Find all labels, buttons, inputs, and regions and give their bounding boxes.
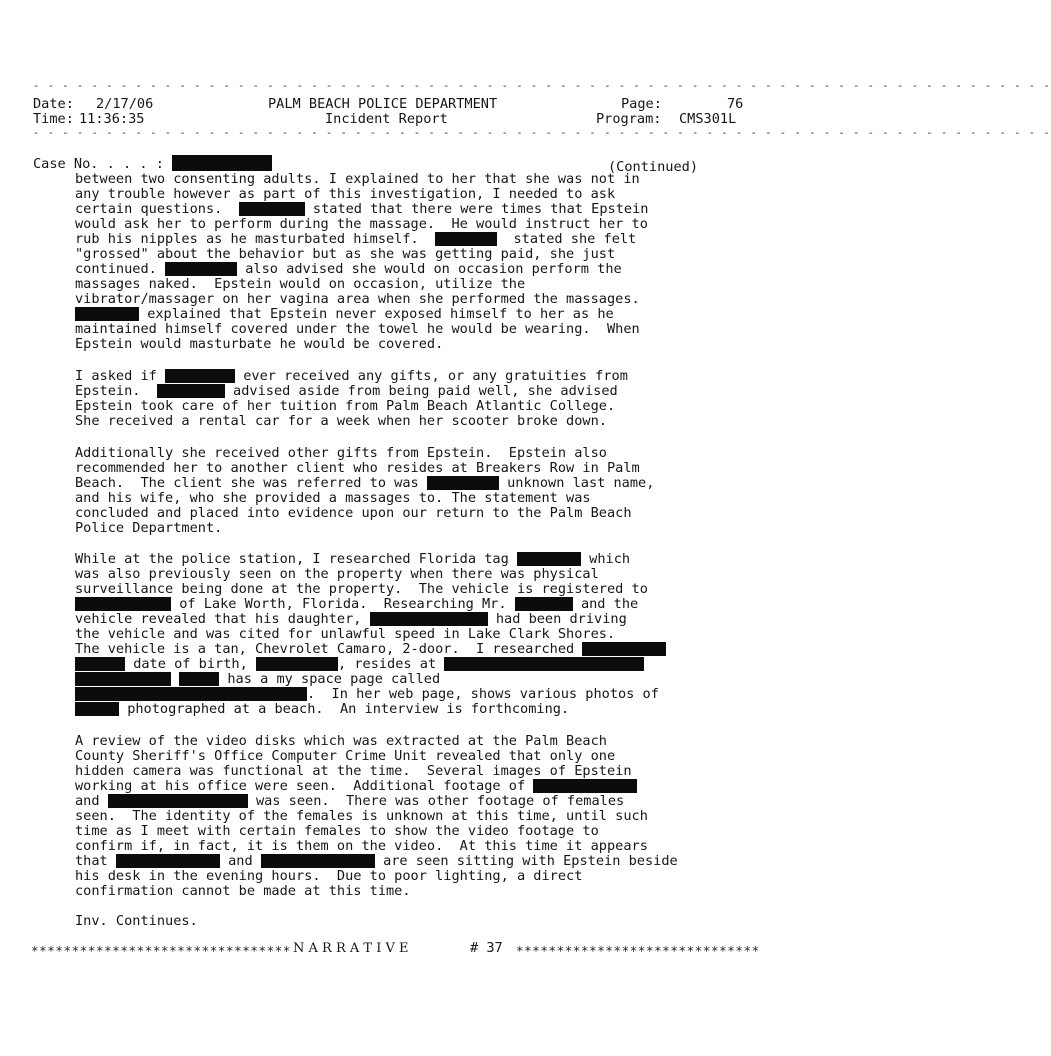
redaction	[261, 854, 375, 868]
text-line: Police Department.	[75, 520, 223, 536]
header-rule-top: - - - - - - - - - - - - - - - - - - - - - - - - - - - - - - - - - - - - - - - - - - - - - - - - - - - - - - - - - - - - - - - - - - - - - -	[33, 80, 1051, 92]
redaction	[582, 642, 666, 656]
text-line: explained that Epstein never exposed himself to her as he	[75, 307, 614, 322]
redaction	[165, 262, 237, 276]
text-line: of Lake Worth, Florida. Researching Mr. and the	[75, 597, 638, 612]
text-line: Epstein. advised aside from being paid well, she advised	[75, 383, 618, 399]
text-line: rub his nipples as he masturbated himself. stated she felt	[75, 231, 637, 247]
redaction	[256, 657, 338, 671]
redaction	[75, 307, 139, 321]
redaction	[75, 672, 171, 686]
text-line: seen. The identity of the females is unknown at this time, until such	[75, 808, 648, 824]
text-line: A review of the video disks which was extracted at the Palm Beach	[75, 733, 607, 749]
program-label: Program:	[596, 111, 662, 127]
text-line: confirmation cannot be made at this time.	[75, 883, 411, 899]
text-line: concluded and placed into evidence upon our return to the Palm Beach	[75, 505, 632, 521]
text-line: photographed at a beach. An interview is forthcoming.	[75, 702, 569, 717]
redaction	[108, 794, 248, 808]
text-line: vibrator/massager on her vagina area when she performed the massages.	[75, 291, 640, 307]
text-line: has a my space page called	[75, 672, 440, 687]
text-line: She received a rental car for a week when her scooter broke down.	[75, 413, 607, 429]
redaction	[75, 597, 171, 611]
text-line: certain questions. stated that there were times that Epstein	[75, 201, 649, 217]
closing-line: Inv. Continues.	[75, 913, 198, 929]
text-line: recommended her to another client who resides at Breakers Row in Palm	[75, 460, 640, 476]
redaction	[370, 612, 488, 626]
text-line: vehicle revealed that his daughter, had been driving	[75, 611, 627, 627]
redaction	[75, 702, 119, 716]
text-line: hidden camera was functional at the time. Several images of Epstein	[75, 763, 632, 779]
text-line: was also previously seen on the property when there was physical	[75, 566, 599, 582]
text-line: the vehicle and was cited for unlawful speed in Lake Clark Shores.	[75, 626, 616, 642]
text-line: I asked if ever received any gifts, or any gratuities from	[75, 368, 628, 384]
redaction	[165, 369, 235, 383]
footer-stars-right: ******************************	[516, 943, 760, 958]
text-line: massages naked. Epstein would on occasion, utilize the	[75, 276, 526, 292]
redaction	[533, 779, 637, 793]
page-number: 76	[727, 96, 744, 112]
text-line: . In her web page, shows various photos of	[75, 687, 659, 702]
text-line: any trouble however as part of this investigation, I needed to ask	[75, 186, 616, 202]
redaction	[172, 155, 272, 171]
text-line: working at his office were seen. Additional footage of	[75, 779, 637, 794]
text-line: Additionally she received other gifts from Epstein. Epstein also	[75, 445, 607, 461]
text-line: Epstein would masturbate he would be covered.	[75, 336, 444, 352]
case-number-label: Case No. . . . :	[33, 155, 272, 172]
page-label: Page:	[621, 96, 662, 112]
time-label: Time:	[33, 111, 74, 127]
text-line: While at the police station, I researched Florida tag which	[75, 551, 631, 567]
redaction	[515, 597, 573, 611]
text-line: between two consenting adults. I explained to her that she was not in	[75, 171, 640, 187]
text-line: and was seen. There was other footage of females	[75, 793, 625, 809]
redaction	[157, 384, 225, 398]
redaction	[75, 657, 125, 671]
time-value: 11:36:35	[79, 111, 145, 127]
redaction	[517, 552, 581, 566]
text-line: his desk in the evening hours. Due to poor lighting, a direct	[75, 868, 583, 884]
redaction	[239, 202, 305, 216]
text-line: continued. also advised she would on occasion perform the	[75, 261, 622, 277]
date-label: Date:	[33, 96, 74, 112]
report-type: Incident Report	[325, 111, 448, 127]
redaction	[427, 476, 499, 490]
text-line: and his wife, who she provided a massages to. The statement was	[75, 490, 591, 506]
date-value: 2/17/06	[96, 96, 154, 112]
header-rule-bottom: - - - - - - - - - - - - - - - - - - - - - - - - - - - - - - - - - - - - - - - - - - - - - - - - - - - - - - - - - - - - - - - - - - - - - -	[33, 127, 1051, 139]
text-line: confirm if, in fact, it is them on the video. At this time it appears	[75, 838, 648, 854]
continued-label: (Continued)	[608, 159, 699, 175]
redaction	[179, 672, 219, 686]
narrative-number: # 37	[470, 940, 503, 956]
narrative-label: N A R R A T I V E	[293, 941, 409, 956]
text-line: surveillance being done at the property. The vehicle is registered to	[75, 581, 648, 597]
text-line: The vehicle is a tan, Chevrolet Camaro, 2-door. I researched	[75, 642, 666, 657]
text-line: that and are seen sitting with Epstein beside	[75, 853, 678, 869]
redaction	[75, 687, 307, 701]
text-line: date of birth, , resides at	[75, 657, 644, 672]
text-line: County Sheriff's Office Computer Crime Unit revealed that only one	[75, 748, 616, 764]
redaction	[444, 657, 644, 671]
text-line: Epstein took care of her tuition from Palm Beach Atlantic College.	[75, 398, 616, 414]
footer-stars-left: ********************************	[31, 943, 292, 958]
text-line: "grossed" about the behavior but as she was getting paid, she just	[75, 246, 616, 262]
redaction	[435, 232, 497, 246]
program-code: CMS301L	[679, 111, 737, 127]
text-line: would ask her to perform during the massage. He would instruct her to	[75, 216, 648, 232]
text-line: time as I meet with certain females to show the video footage to	[75, 823, 599, 839]
text-line: maintained himself covered under the towel he would be wearing. When	[75, 321, 640, 337]
redaction	[116, 854, 220, 868]
department-name: PALM BEACH POLICE DEPARTMENT	[268, 96, 498, 112]
text-line: Beach. The client she was referred to was unknown last name,	[75, 475, 655, 491]
